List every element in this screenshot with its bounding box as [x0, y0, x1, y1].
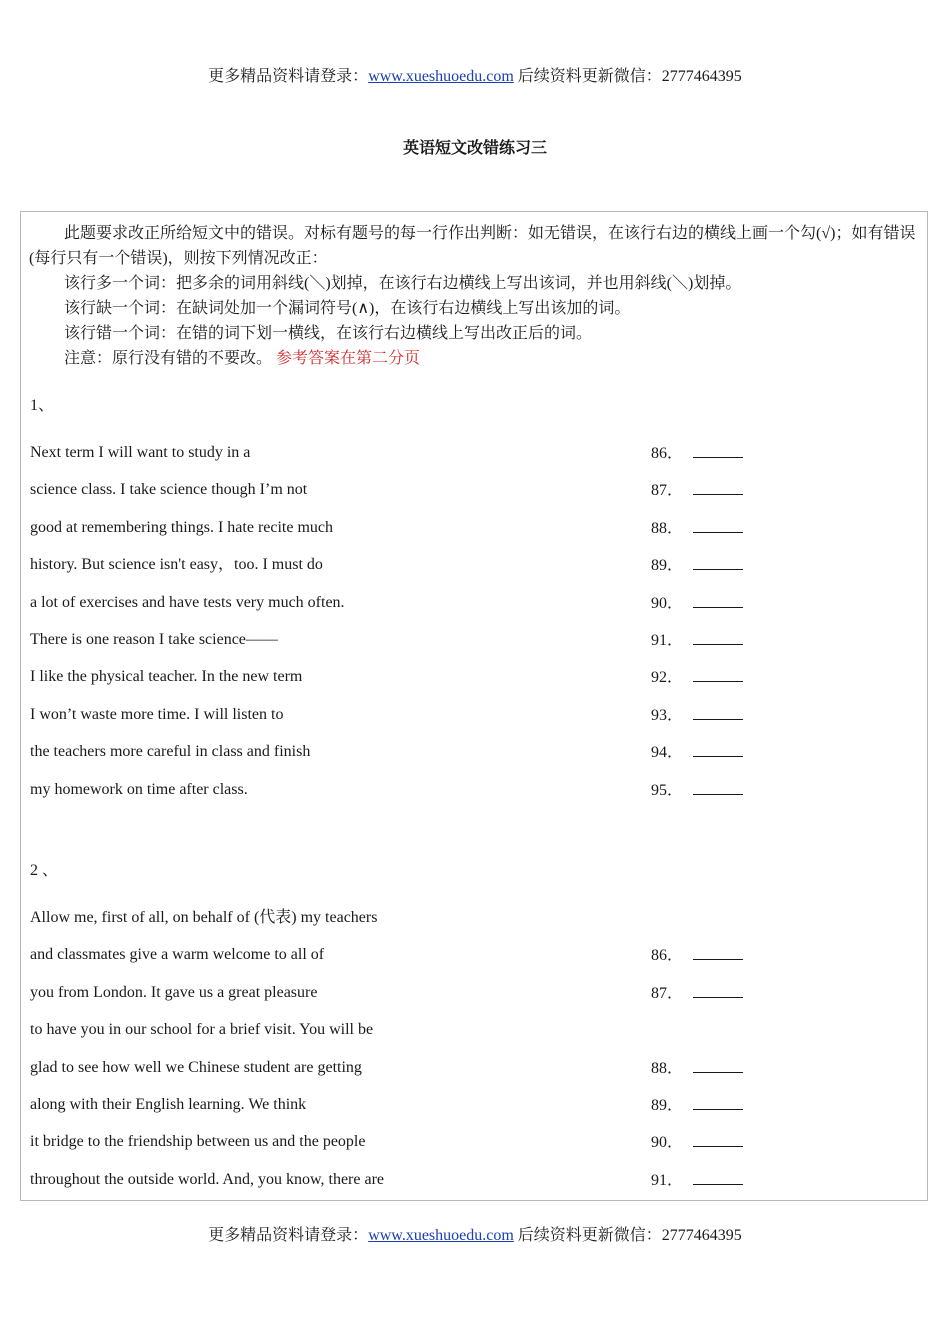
answer-blank[interactable]: [693, 1095, 743, 1110]
instruction-main: 此题要求改正所给短文中的错误。对标有题号的每一行作出判断：如无错误，在该行右边的横线上画一个勾(√)；如有错误(每行只有一个错误)，则按下列情况改正：: [29, 225, 916, 267]
answer-blank[interactable]: [693, 1132, 743, 1147]
answer-blank[interactable]: [693, 443, 743, 458]
question-number: 91．: [651, 632, 684, 649]
answer-blank[interactable]: [693, 518, 743, 533]
question-number: 87．: [651, 984, 684, 1002]
instruction-wrong-word: 该行错一个词：在错的词下划一横线，在该行右边横线上写出改正后的词。: [64, 325, 593, 342]
passage-line: throughout the outside world. And, you know, there are: [30, 1170, 385, 1188]
answer-blank[interactable]: [693, 630, 743, 645]
answer-blank[interactable]: [693, 1170, 743, 1185]
answer-slot: [651, 518, 743, 539]
answer-slot: [651, 1095, 743, 1116]
passage-line: There is one reason I take science——: [30, 631, 278, 648]
question-number: 95．: [651, 781, 684, 799]
passage-line: Next term I will want to study in a: [30, 444, 251, 461]
passage-line: to have you in our school for a brief visit. You will be: [30, 1021, 374, 1039]
answer-blank[interactable]: [693, 667, 743, 682]
instruction-extra-word: 该行多一个词：把多余的词用斜线(＼)划掉，在该行右边横线上写出该词，并也用斜线(＼)划掉。: [64, 275, 742, 292]
header-suffix: 后续资料更新微信：2777464395: [513, 68, 742, 85]
note-text: 注意：原行没有错的不要改。: [64, 350, 273, 367]
answer-blank[interactable]: [693, 983, 743, 998]
footer-website-link[interactable]: www.xueshuoedu.com: [368, 1227, 514, 1244]
answer-slot: [651, 443, 743, 464]
footer-prefix: 更多精品资料请登录：: [208, 1227, 369, 1244]
question-number: 87．: [651, 482, 684, 500]
passage-line: Allow me, first of all, on behalf of (代表) my teachers: [30, 909, 378, 926]
question-number: 89．: [651, 557, 684, 575]
passage-line: good at remembering things. I hate recite much: [30, 518, 334, 536]
answer-slot: [651, 780, 743, 801]
answer-blank[interactable]: [693, 480, 743, 495]
answer-slot: [651, 555, 743, 576]
answer-slot: [651, 742, 743, 763]
passage-line: I won’t waste more time. I will listen to: [30, 705, 284, 723]
answer-blank[interactable]: [693, 1058, 743, 1073]
passage-line: glad to see how well we Chinese student are getting: [30, 1058, 362, 1076]
instruction-missing-word: 该行缺一个词：在缺词处加一个漏词符号(∧)，在该行右边横线上写出该加的词。: [64, 300, 631, 317]
passage-line: the teachers more careful in class and finish: [30, 743, 311, 761]
section-1-label: 1、: [30, 397, 55, 414]
answer-blank[interactable]: [693, 705, 743, 720]
answer-hint: 参考答案在第二分页: [276, 350, 421, 367]
question-number: 89．: [651, 1097, 684, 1114]
passage-line: science class. I take science though I’m not: [30, 481, 308, 499]
question-number: 86．: [651, 947, 684, 965]
question-number: 92．: [651, 669, 684, 687]
page-title: 英语短文改错练习三: [402, 140, 547, 157]
answer-blank[interactable]: [693, 555, 743, 570]
question-number: 94．: [651, 744, 684, 762]
header-website-link[interactable]: www.xueshuoedu.com: [368, 68, 514, 85]
question-number: 88．: [651, 519, 684, 537]
answer-slot: [651, 630, 743, 651]
question-number: 90．: [651, 594, 684, 612]
question-number: 90．: [651, 1134, 684, 1152]
answer-blank[interactable]: [693, 780, 743, 795]
answer-slot: [651, 1058, 743, 1079]
question-number: 86．: [651, 445, 684, 462]
answer-slot: [651, 1170, 743, 1191]
passage-line: I like the physical teacher. In the new term: [30, 668, 303, 686]
passage-line: my homework on time after class.: [30, 780, 248, 798]
answer-slot: [651, 667, 743, 688]
passage-line: and classmates give a warm welcome to all of: [30, 946, 325, 964]
question-number: 91．: [651, 1171, 684, 1189]
passage-line: along with their English learning. We think: [30, 1096, 307, 1113]
answer-slot: [651, 983, 743, 1004]
answer-slot: [651, 593, 743, 614]
passage-line: it bridge to the friendship between us and the people: [30, 1133, 366, 1151]
page-footer: [0, 1226, 950, 1246]
page-header: [0, 67, 950, 87]
section-2-label: 2 、: [30, 862, 59, 879]
passage-line: history. But science isn't easy，too. I must do: [30, 556, 323, 574]
answer-blank[interactable]: [693, 742, 743, 757]
passage-line: you from London. It gave us a great pleasure: [30, 983, 318, 1001]
answer-slot: [651, 945, 743, 966]
answer-slot: [651, 705, 743, 726]
answer-slot: [651, 1132, 743, 1153]
header-prefix: 更多精品资料请登录：: [208, 68, 369, 85]
question-number: 93．: [651, 706, 684, 724]
question-number: 88．: [651, 1059, 684, 1077]
answer-blank[interactable]: [693, 945, 743, 960]
instruction-note: [29, 346, 924, 371]
answer-blank[interactable]: [693, 593, 743, 608]
footer-suffix: 后续资料更新微信：2777464395: [513, 1227, 742, 1244]
answer-slot: [651, 480, 743, 501]
passage-line: a lot of exercises and have tests very much often.: [30, 593, 345, 611]
